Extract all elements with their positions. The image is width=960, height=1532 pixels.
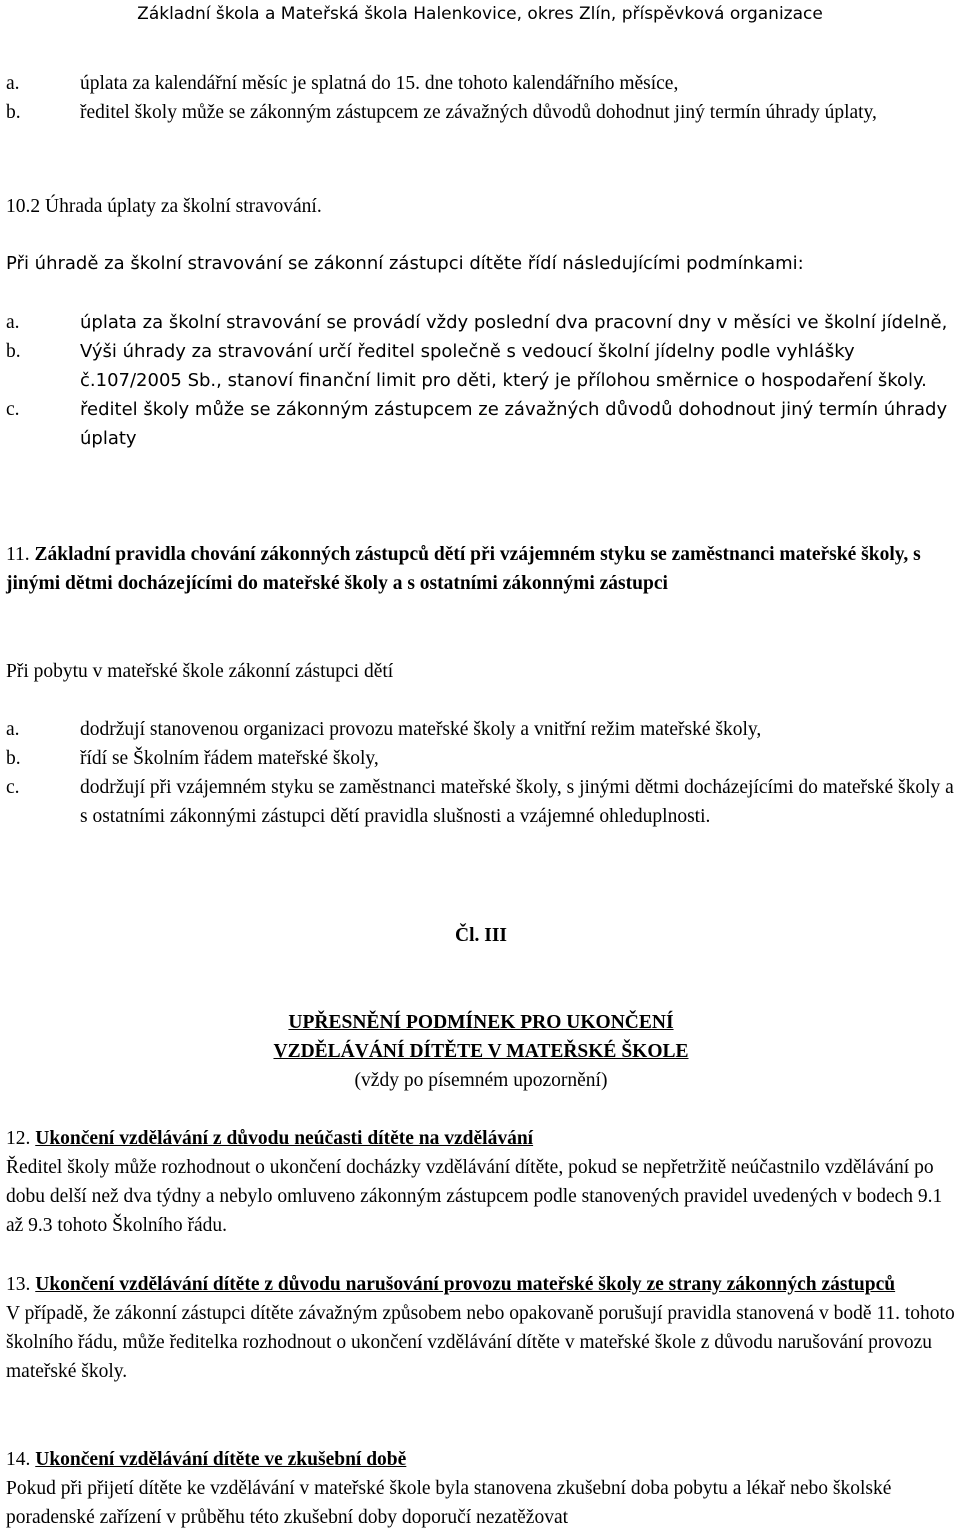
meal-payment-list	[6, 308, 956, 453]
list-text: dodržují stanovenou organizaci provozu mateřské školy a vnitřní režim mateřské školy,	[80, 719, 762, 740]
article-subtitle: (vždy po písemném upozornění)	[354, 1070, 608, 1091]
list-marker: b.	[6, 748, 21, 769]
article-title-line-2: VZDĚLÁVÁNÍ DÍTĚTE V MATEŘSKÉ ŠKOLE	[273, 1041, 689, 1062]
list-marker: a.	[6, 73, 20, 94]
list-item	[6, 744, 956, 773]
list-marker: c.	[6, 777, 20, 798]
section-body: Ředitel školy může rozhodnout o ukončení docházky vzdělávání dítěte, pokud se nepřetržitě neúčastnilo vzdělávání po dobu delší než dva týdny a nebylo omluveno zákonným zástupcem podle stanovených pravidel uvedených v bodech 9.1 až 9.3 tohoto Školního řádu.	[6, 1157, 943, 1236]
section-12	[6, 1124, 956, 1240]
section-12-heading	[6, 1124, 956, 1153]
list-item	[6, 715, 956, 744]
section-title: Ukončení vzdělávání dítěte z důvodu narušování provozu mateřské školy ze strany zákonných zástupců	[35, 1274, 896, 1295]
list-marker: a.	[6, 719, 20, 740]
list-text: ředitel školy může se zákonným zástupcem ze závažných důvodů dohodnut jiný termín úhrady úplaty,	[80, 102, 877, 123]
section-10-2-intro: Při úhradě za školní stravování se zákonní zástupci dítěte řídí následujícími podmínkami:	[6, 253, 804, 274]
payment-terms-list	[6, 69, 956, 127]
section-body: V případě, že zákonní zástupci dítěte závažným způsobem nebo opakovaně porušují pravidla stanovená v bodě 11. tohoto školního řádu, může ředitelka rozhodnout o ukončení vzdělávání dítěte v mateřské škole z důvodu narušování provozu mateřské školy.	[6, 1303, 955, 1382]
section-number: 14.	[6, 1449, 31, 1470]
list-text: Výši úhrady za stravování určí ředitel společně s vedoucí školní jídelny podle vyhlášky č.107/2005 Sb., stanoví finanční limit pro děti, který je přílohou směrnice o hospodaření školy.	[80, 341, 927, 391]
section-body: Pokud při přijetí dítěte ke vzdělávání v mateřské škole byla stanovena zkušební doba pobytu a lékař nebo školské poradenské zařízení v průběhu této zkušební doby doporučí nezatěžovat	[6, 1478, 892, 1528]
list-item	[6, 395, 956, 453]
list-text: ředitel školy může se zákonným zástupcem ze závažných důvodů dohodnout jiný termín úhrady úplaty	[80, 399, 948, 449]
parent-rules-list	[6, 715, 956, 831]
article-title-line-1: UPŘESNĚNÍ PODMÍNEK PRO UKONČENÍ	[288, 1012, 674, 1033]
list-item	[6, 337, 956, 395]
section-13	[6, 1270, 956, 1386]
section-number: 12.	[6, 1128, 31, 1149]
list-marker: a.	[6, 312, 20, 333]
list-item	[6, 773, 956, 831]
article-number: Čl. III	[454, 925, 508, 946]
section-number: 11.	[6, 544, 30, 565]
section-title: Ukončení vzdělávání dítěte ve zkušební době	[35, 1449, 407, 1470]
section-title: Základní pravidla chování zákonných zástupců dětí při vzájemném styku se zaměstnanci mateřské školy, s jinými dětmi docházejícími do mateřské školy a s ostatními zákonnými zástupci	[6, 544, 921, 594]
section-14	[6, 1445, 956, 1532]
list-item	[6, 308, 956, 337]
list-marker: b.	[6, 102, 21, 123]
list-text: úplata za školní stravování se provádí vždy poslední dva pracovní dny v měsíci ve školní jídelně,	[80, 312, 948, 333]
page-header: Základní škola a Mateřská škola Halenkovice, okres Zlín, příspěvková organizace	[137, 4, 823, 24]
section-title: Ukončení vzdělávání z důvodu neúčasti dítěte na vzdělávání	[35, 1128, 534, 1149]
section-13-heading	[6, 1270, 956, 1299]
list-text: řídí se Školním řádem mateřské školy,	[80, 748, 379, 769]
section-11-heading	[6, 540, 956, 598]
list-item	[6, 69, 956, 98]
section-number: 13.	[6, 1274, 31, 1295]
list-item	[6, 98, 956, 127]
section-11-intro: Při pobytu v mateřské škole zákonní zástupci dětí	[6, 661, 394, 682]
list-marker: b.	[6, 341, 21, 362]
list-text: dodržují při vzájemném styku se zaměstnanci mateřské školy, s jinými dětmi docházejícími do mateřské školy a s ostatními zákonnými zástupci dětí pravidla slušnosti a vzájemné ohleduplnosti.	[80, 777, 954, 827]
list-text: úplata za kalendářní měsíc je splatná do 15. dne tohoto kalendářního měsíce,	[80, 73, 679, 94]
section-14-heading	[6, 1445, 956, 1474]
section-10-2-heading: 10.2 Úhrada úplaty za školní stravování.	[6, 196, 322, 217]
list-marker: c.	[6, 399, 20, 420]
